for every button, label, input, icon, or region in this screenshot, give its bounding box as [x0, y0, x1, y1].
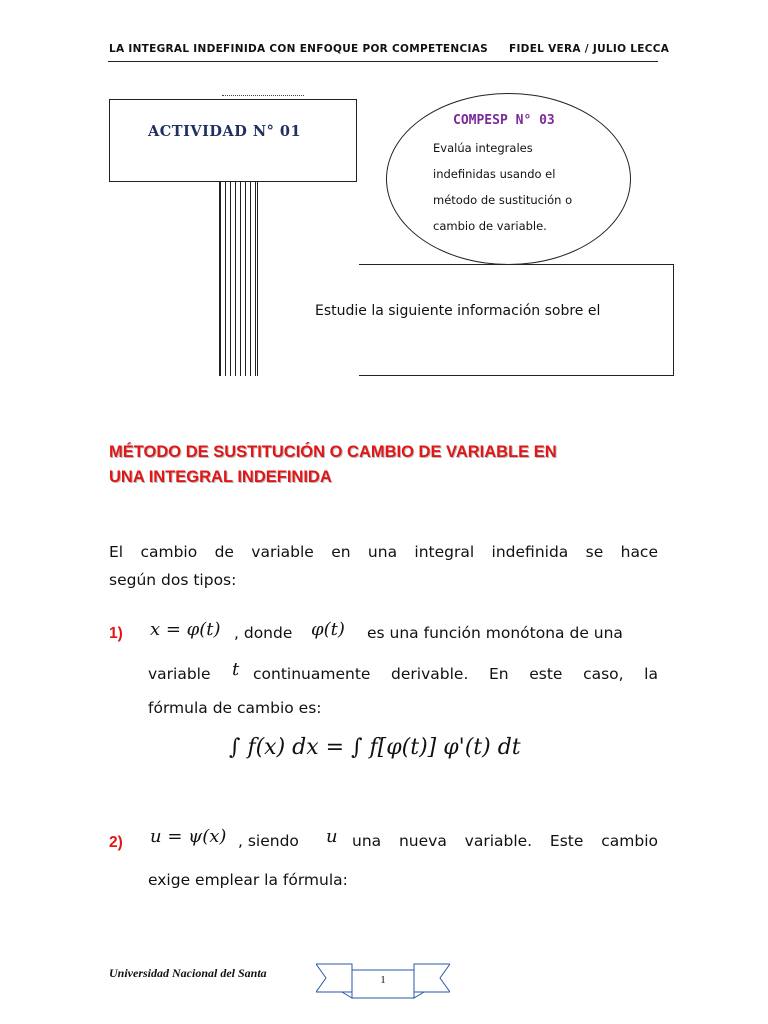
running-header-authors: FIDEL VERA / JULIO LECCA — [509, 43, 670, 55]
competence-title: COMPESP N° 03 — [453, 113, 555, 128]
item-2-text-siendo: , siendo — [238, 832, 299, 850]
striped-column — [219, 182, 258, 376]
item-1-text-variable: variable — [148, 665, 211, 683]
running-header-title: LA INTEGRAL INDEFINIDA CON ENFOQUE POR COMPETENCIAS — [109, 43, 488, 55]
page-number: 1 — [380, 974, 386, 986]
item-2-number: 2) — [109, 834, 123, 851]
section-title — [109, 440, 669, 490]
study-text: Estudie la siguiente información sobre el — [315, 303, 601, 319]
item-1-phi-expression: φ(t) — [311, 619, 345, 640]
intro-line-1: El cambio de variable en una integral indefinida se hace — [109, 543, 658, 561]
activity-title: ACTIVIDAD N° 01 — [148, 123, 302, 140]
item-1-text-formula-intro: fórmula de cambio es: — [148, 699, 322, 717]
item-1-text-donde: , donde — [234, 624, 293, 642]
study-box — [359, 264, 674, 376]
item-1-expression: x = φ(t) — [150, 619, 221, 640]
competence-line: método de sustitución o — [433, 193, 573, 207]
section-title-line-1: MÉTODO DE SUSTITUCIÓN O CAMBIO DE VARIABLE EN — [109, 443, 557, 461]
competence-line: indefinidas usando el — [433, 167, 556, 181]
competence-line: Evalúa integrales — [433, 141, 533, 155]
competence-text — [433, 135, 603, 239]
competence-line: cambio de variable. — [433, 219, 547, 233]
intro-line-2: según dos tipos: — [109, 571, 237, 589]
item-1-formula: ∫ f(x) dx = ∫ f[φ(t)] φ'(t) dt — [229, 735, 521, 760]
item-2-var-u: u — [326, 826, 338, 847]
activity-box — [109, 99, 357, 182]
item-1-var-t: t — [232, 659, 240, 680]
header-rule — [108, 61, 658, 62]
footer-university: Universidad Nacional del Santa — [109, 966, 267, 980]
item-1-text-derivable: continuamente derivable. En este caso, la — [253, 665, 658, 683]
item-2-text-formula-intro: exige emplear la fórmula: — [148, 871, 348, 889]
item-1-number: 1) — [109, 625, 123, 642]
section-title-line-2: UNA INTEGRAL INDEFINIDA — [109, 468, 332, 486]
item-1-text-description: es una función monótona de una — [367, 624, 623, 642]
item-2-expression: u = ψ(x) — [150, 826, 227, 847]
item-2-text-description: una nueva variable. Este cambio — [352, 832, 658, 850]
